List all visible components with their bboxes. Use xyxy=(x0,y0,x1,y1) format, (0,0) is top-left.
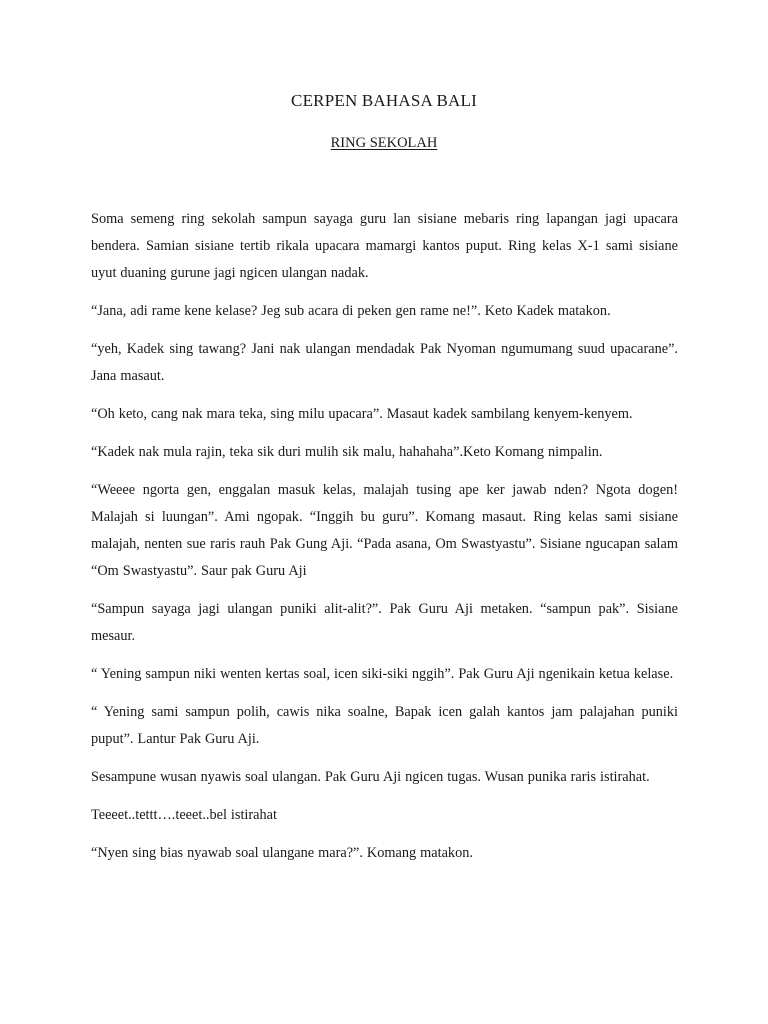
paragraph: Sesampune wusan nyawis soal ulangan. Pak Guru Aji ngicen tugas. Wusan punika raris istirahat. xyxy=(91,769,650,785)
subtitle-text: RING SEKOLAH xyxy=(330,135,438,151)
paragraph: “Oh keto, cang nak mara teka, sing milu upacara”. Masaut kadek sambilang kenyem-kenyem. xyxy=(91,406,633,422)
paragraph: “Weeee ngorta gen, enggalan masuk kelas, malajah tusing ape ker jawab nden? Ngota dogen! Malajah si luungan”. Ami ngopak. “Inggih bu guru”. Komang masaut. Ring kelas sami sisiane malajah, nenten sue raris rauh Pak Gung Aji. “Pada asana, Om Swastyastu”. Sisiane ngucapan salam “Om Swastyastu”. Saur pak Guru Aji xyxy=(91,482,678,579)
document-subtitle xyxy=(0,135,768,152)
paragraph: “yeh, Kadek sing tawang? Jani nak ulangan mendadak Pak Nyoman ngumumang suud upacarane”. Jana masaut. xyxy=(91,341,678,384)
paragraph: “Nyen sing bias nyawab soal ulangane mara?”. Komang matakon. xyxy=(91,845,473,861)
story-body xyxy=(91,206,678,878)
paragraph: Teeeet..tettt….teeet..bel istirahat xyxy=(91,807,277,823)
paragraph: “Sampun sayaga jagi ulangan puniki alit-alit?”. Pak Guru Aji metaken. “sampun pak”. Sisiane mesaur. xyxy=(91,601,678,644)
document-title: CERPEN BAHASA BALI xyxy=(291,91,477,110)
paragraph: “ Yening sami sampun polih, cawis nika soalne, Bapak icen galah kantos jam palajahan puniki puput”. Lantur Pak Guru Aji. xyxy=(91,704,678,747)
paragraph: “Jana, adi rame kene kelase? Jeg sub acara di peken gen rame ne!”. Keto Kadek matakon. xyxy=(91,303,611,319)
paragraph: Soma semeng ring sekolah sampun sayaga guru lan sisiane mebaris ring lapangan jagi upacara bendera. Samian sisiane tertib rikala upacara mamargi kantos puput. Ring kelas X-1 sami sisiane uyut duaning gurune jagi ngicen ulangan nadak. xyxy=(91,211,678,281)
paragraph: “ Yening sampun niki wenten kertas soal, icen siki-siki nggih”. Pak Guru Aji ngenikain ketua kelase. xyxy=(91,666,674,682)
paragraph: “Kadek nak mula rajin, teka sik duri mulih sik malu, hahahaha”.Keto Komang nimpalin. xyxy=(91,444,603,460)
